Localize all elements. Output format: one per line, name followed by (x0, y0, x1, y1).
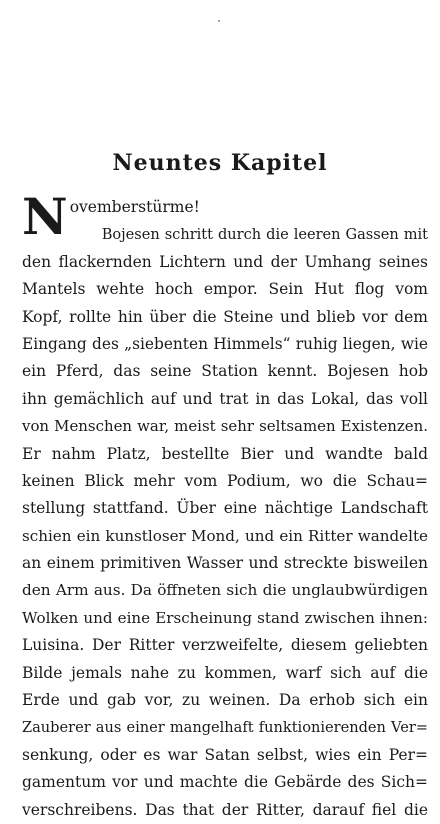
text-line: senkung, oder es war Satan selbst, wies ein Per= (22, 745, 428, 764)
text-line: Erde und gab vor, zu weinen. Da erhob sich ein (22, 691, 428, 710)
paper-speck (218, 20, 220, 22)
drop-cap: N (22, 187, 68, 246)
text-line: Bilde jemals nahe zu kommen, warf sich auf die (22, 663, 428, 682)
text-line: den Arm aus. Da öffneten sich die unglaubwürdigen (22, 581, 428, 600)
text-line: stellung stattfand. Über eine nächtige Landschaft (22, 499, 428, 518)
chapter-title: Neuntes Kapitel (112, 150, 328, 176)
text-line: ein Pferd, das seine Station kennt. Bojesen hob (22, 362, 428, 381)
text-line: Eingang des „siebenten Himmels“ ruhig liegen, wie (22, 334, 428, 353)
text-line: Er nahm Platz, bestellte Bier und wandte bald (22, 444, 428, 463)
text-line: keinen Blick mehr vom Podium, wo die Schau= (22, 471, 428, 490)
text-line-opening: ovemberstürme! (69, 198, 200, 216)
text-line: verschreibens. Das that der Ritter, darauf fiel die (22, 800, 428, 819)
text-line: Kopf, rollte hin über die Steine und blieb vor dem (22, 307, 428, 326)
text-line: Wolken und eine Erscheinung stand zwischen ihnen: (22, 608, 428, 627)
text-line: Luisina. Der Ritter verzweifelte, diesem geliebten (22, 636, 428, 655)
text-line: schien ein kunstloser Mond, und ein Ritter wandelte (22, 526, 428, 545)
text-line: den flackernden Lichtern und der Umhang seines (22, 252, 428, 271)
chapter-body (22, 187, 428, 824)
text-line: gamentum vor und machte die Gebärde des Sich= (22, 773, 428, 792)
text-line: an einem primitiven Wasser und streckte bisweilen (22, 554, 428, 573)
text-line: Zauberer aus einer mangelhaft funktionierenden Ver= (22, 719, 428, 737)
text-line: Bojesen schritt durch die leeren Gassen mit (101, 226, 428, 244)
text-line: von Menschen war, meist sehr seltsamen Existenzen. (22, 417, 428, 436)
text-line: ihn gemächlich auf und trat in das Lokal, das voll (22, 389, 428, 408)
text-line: Mantels wehte hoch empor. Sein Hut flog vom (22, 280, 428, 299)
